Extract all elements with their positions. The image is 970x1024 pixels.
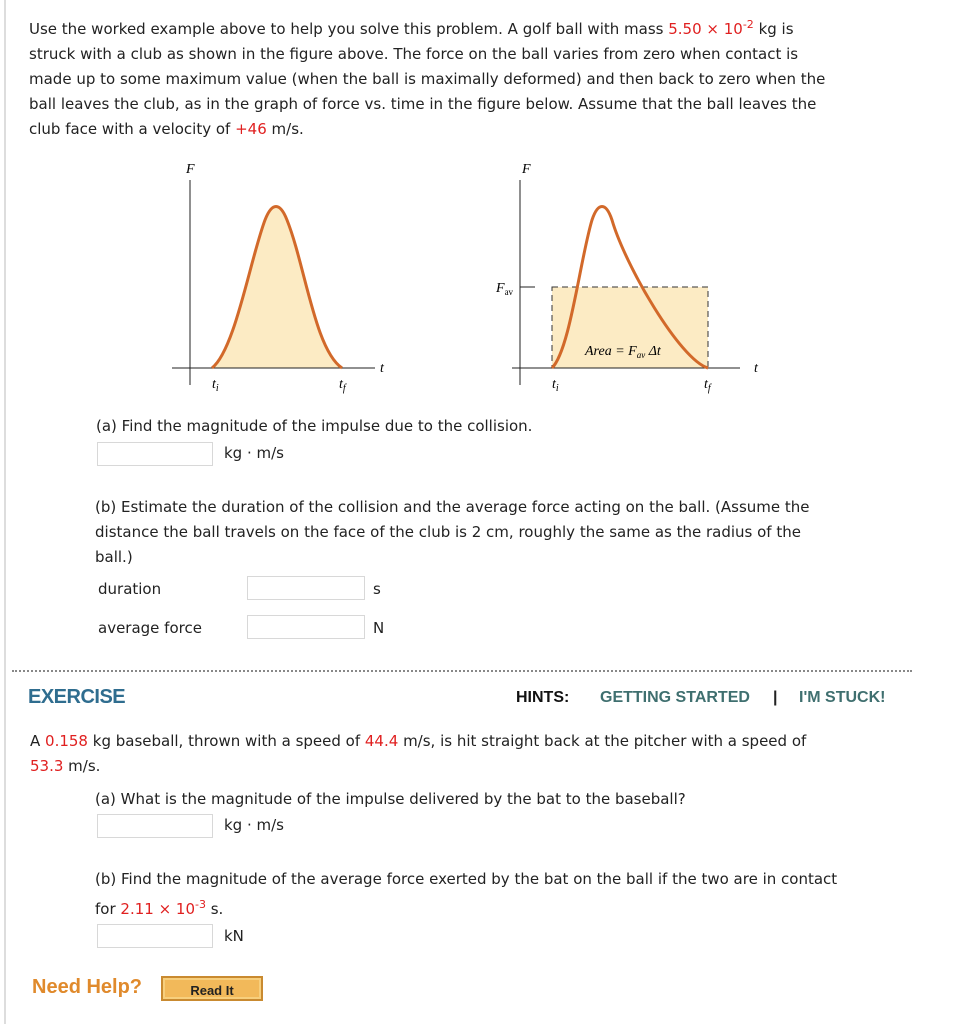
exercise-force-unit: kN: [224, 927, 244, 945]
svg-text:tf: $t_f$: [704, 377, 711, 394]
svg-text:Area = Fav Δt: Area = $F_{av}$ Δt: [585, 344, 661, 360]
exercise-impulse-unit: kg · m/s: [224, 816, 284, 834]
left-border: [4, 0, 6, 1024]
exercise-heading: EXERCISE: [28, 686, 126, 708]
problem-text: Use the worked example above to help you solve this problem. A golf ball with mass $5.50 \times 10^{-2}$ kg is struck with a club as shown in the figure above. The force on the ball varies from zero when contact is made up to some maximum value (when the ball is maximally deformed) and then back to zero when the ball leaves the club, as in the graph of force vs. time in the figure below. Assume that the ball leaves the club face with a velocity of +46 m/s.: [29, 18, 826, 138]
svg-text:tf: $t_f$: [339, 377, 346, 394]
average-force-label: average force: [98, 619, 202, 637]
exercise-a-question: (a) What is the magnitude of the impulse delivered by the bat to the baseball?: [95, 790, 686, 808]
duration-input[interactable]: [247, 576, 365, 600]
svg-text:Fav: $F_{av}$: [496, 281, 514, 297]
hints-separator: |: [773, 689, 778, 706]
exercise-impulse-input[interactable]: [97, 814, 213, 838]
svg-text:t: t: [380, 361, 384, 376]
duration-label: duration: [98, 580, 162, 598]
average-force-input[interactable]: [247, 615, 365, 639]
svg-text:F: F: [522, 162, 531, 177]
svg-text:t: t: [754, 361, 758, 376]
force-time-figure: [160, 150, 780, 400]
getting-started-link[interactable]: GETTING STARTED: [600, 689, 750, 706]
part-b-question: (b) Estimate the duration of the collision and the average force acting on the ball. (Assume the distance the ball travels on the face of the club is 2 cm, roughly the same as the radius of the ball.): [95, 498, 810, 566]
impulse-area: [212, 207, 342, 369]
section-divider: [12, 670, 912, 672]
exercise-force-input[interactable]: [97, 924, 213, 948]
svg-text:ti: $t_i$: [552, 377, 559, 394]
im-stuck-link[interactable]: I'M STUCK!: [799, 689, 886, 706]
exercise-b-question: (b) Find the magnitude of the average force exerted by the bat on the ball if the two are in contact for $2.11 \times 10^{-3}$ s.: [95, 870, 838, 918]
part-a-question: (a) Find the magnitude of the impulse due to the collision.: [96, 417, 533, 435]
duration-unit: s: [373, 580, 381, 598]
svg-text:F: F: [186, 162, 195, 177]
impulse-unit: kg · m/s: [224, 444, 284, 462]
hints-label: HINTS:: [516, 689, 570, 706]
need-help-label: Need Help?: [32, 976, 143, 998]
read-it-button[interactable]: Read It: [161, 976, 263, 1001]
graph-right: [495, 162, 759, 394]
force-unit: N: [373, 619, 385, 637]
impulse-answer-input[interactable]: [97, 442, 213, 466]
svg-text:ti: $t_i$: [212, 377, 219, 394]
exercise-text: A 0.158 kg baseball, thrown with a speed of 44.4 m/s, is hit straight back at the pitcher with a speed of 53.3 m/s.: [30, 732, 807, 775]
graph-left: [172, 162, 385, 394]
